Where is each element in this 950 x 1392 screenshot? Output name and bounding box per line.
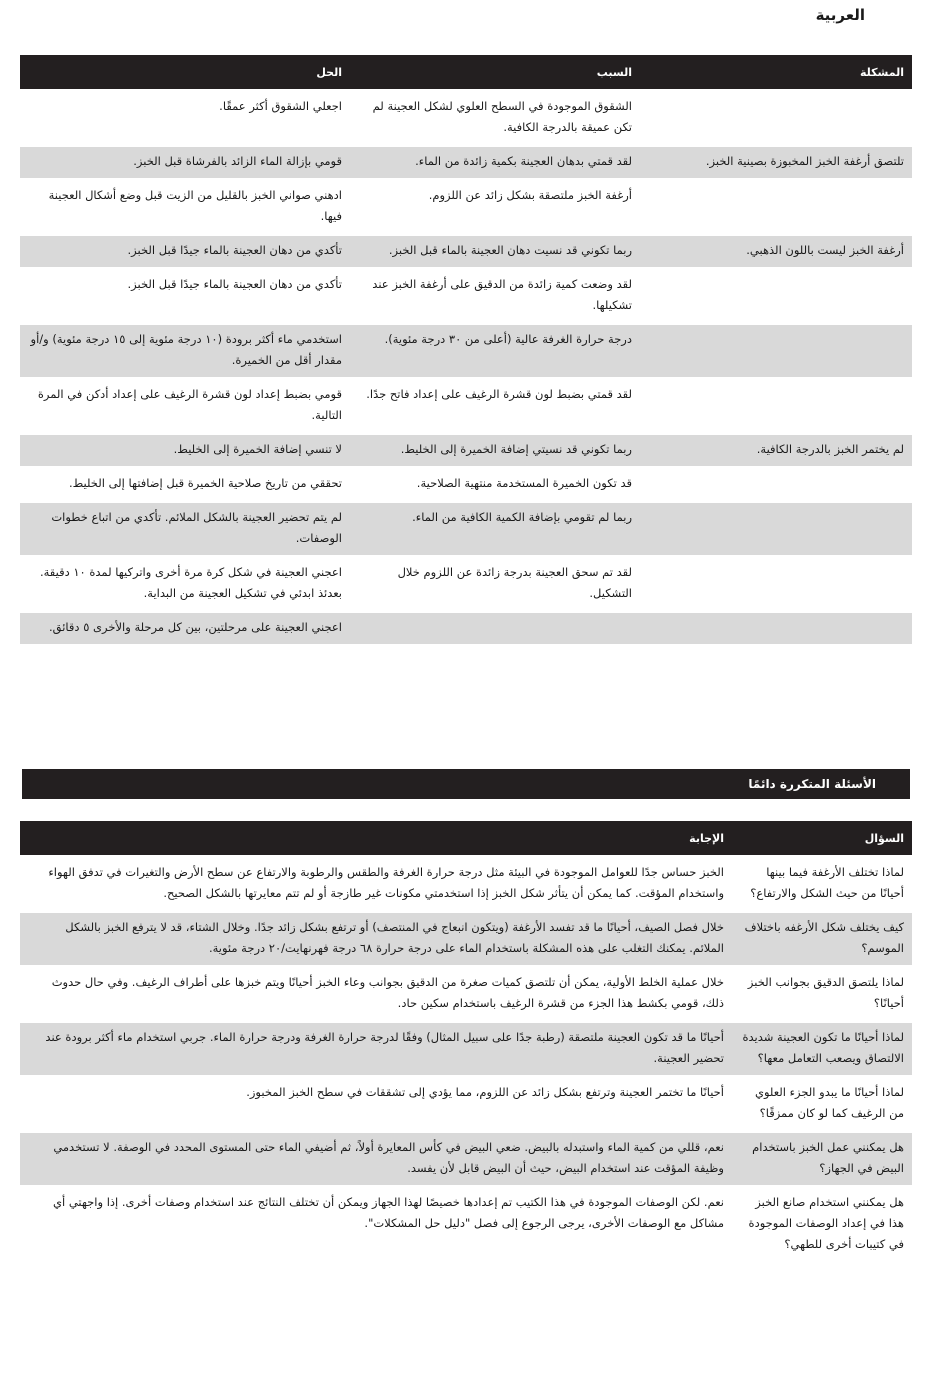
troubleshooting-row <box>20 503 912 555</box>
question-cell: لماذا أحيانًا ما يبدو الجزء العلوي من الرغيف كما لو كان ممزقًا؟ <box>754 1085 904 1120</box>
problem-cell <box>640 558 912 610</box>
faq-row <box>20 858 912 910</box>
troubleshooting-row <box>20 469 912 500</box>
faq-row <box>20 1078 912 1130</box>
problem-cell <box>640 325 912 377</box>
faq-row <box>20 1023 912 1075</box>
question-cell: هل يمكنني استخدام صانع الخبز هذا في إعداد الوصفات الموجودة في كتيبات أخرى للطهي؟ <box>748 1195 904 1251</box>
troubleshooting-table <box>20 55 912 644</box>
cause-cell <box>350 613 640 644</box>
cause-cell: الشقوق الموجودة في السطح العلوي لشكل العجينة لم تكن عميقة بالدرجة الكافية. <box>372 99 632 134</box>
question-cell: لماذا يلتصق الدقيق بجوانب الخبز أحيانًا؟ <box>747 975 904 1010</box>
cause-cell: لقد تم سحق العجينة بدرجة زائدة عن اللزوم خلال التشكيل. <box>397 565 632 600</box>
header-cause: السبب <box>350 55 640 89</box>
question-cell: كيف يختلف شكل الأرغفه باختلاف الموسم؟ <box>732 913 912 965</box>
problem-cell <box>640 270 912 322</box>
cause-cell: لقد وضعت كمية زائدة من الدقيق على أرغفة الخبز عند تشكيلها. <box>372 277 632 312</box>
answer-cell: أحيانًا ما قد تكون العجينة ملتصقة (رطبة جدًا على سبيل المثال) وفقًا لدرجة حرارة الغرفة ودرجة حرارة الماء. جربي استخدام ماء أكثر برودة عند تحضير العجينة. <box>20 1023 732 1075</box>
faq-row <box>20 1188 912 1261</box>
answer-cell: نعم. لكن الوصفات الموجودة في هذا الكتيب تم إعدادها خصيصًا لهذا الجهاز ويمكن أن تختلف النتائج عند استخدام وصفات أخرى. إذا واجهتي أي مشاكل مع الوصفات الأخرى، يرجى الرجوع إلى فصل "دليل حل المشكلات". <box>52 1195 724 1230</box>
solution-cell: اعجني العجينة في شكل كرة مرة أخرى واتركيها لمدة ١٠ دقيقة. بعدئذ ابدئي في تشكيل العجينة من البداية. <box>39 565 342 600</box>
cause-cell: أرغفة الخبز ملتصقة بشكل زائد عن اللزوم. <box>428 188 632 202</box>
question-cell: هل يمكنني عمل الخبز باستخدام البيض في الجهاز؟ <box>732 1133 912 1185</box>
problem-cell <box>640 380 912 432</box>
solution-cell: ادهني صواني الخبز بالقليل من الزيت قبل وضع أشكال العجينة فيها. <box>48 188 342 223</box>
troubleshooting-row <box>20 92 912 144</box>
question-cell: لماذا تختلف الأرغفة فيما بينها أحيانًا من حيث الشكل والارتفاع؟ <box>750 865 904 900</box>
problem-cell <box>640 92 912 144</box>
faq-row <box>20 968 912 1020</box>
troubleshooting-row <box>20 181 912 233</box>
answer-cell: خلال فصل الصيف، أحيانًا ما قد تفسد الأرغفة (ويتكون انبعاج في المنتصف) أو ترتفع بشكل زائد جدًا. وخلال الشتاء، قد لا يترفع الخبز بالشكل الملائم. يمكنك التغلب على هذه المشكلة باستخدام الماء على درجة حرارة ٦٨ درجة فهرنهايت/٢٠ درجة مئوية. <box>20 913 732 965</box>
troubleshooting-header-row <box>20 55 912 89</box>
question-cell: لماذا أحيانًا ما تكون العجينة شديدة الالتصاق ويصعب التعامل معها؟ <box>732 1023 912 1075</box>
troubleshooting-row <box>20 147 912 178</box>
cause-cell: ربما تكوني قد نسيت دهان العجينة بالماء قبل الخبز. <box>350 236 640 267</box>
header-problem: المشكلة <box>640 55 912 89</box>
header-solution: الحل <box>20 55 350 89</box>
solution-cell: تحققي من تاريخ صلاحية الخميرة قبل إضافتها إلى الخليط. <box>68 476 342 490</box>
problem-cell: تلتصق أرغفة الخبز المخبوزة بصينية الخبز. <box>640 147 912 178</box>
faq-row <box>20 1133 912 1185</box>
faq-body <box>20 855 912 1261</box>
troubleshooting-row <box>20 270 912 322</box>
header-question: السؤال <box>732 821 912 855</box>
answer-cell: خلال عملية الخلط الأولية، يمكن أن تلتصق كميات صغرة من الدقيق بجوانب وعاء الخبز أحيانًا ويتم خبزها على أطراف الرغيف. وفي حال حدوث ذلك، قومي بكشط هذا الجزء من قشرة الرغيف باستخدام سكين حاد. <box>51 975 724 1010</box>
problem-cell: لم يختمر الخبز بالدرجة الكافية. <box>640 435 912 466</box>
problem-cell <box>640 503 912 555</box>
troubleshooting-row <box>20 558 912 610</box>
solution-cell: اجعلي الشقوق أكثر عمقًا. <box>219 99 342 113</box>
solution-cell: لا تنسي إضافة الخميرة إلى الخليط. <box>20 435 350 466</box>
answer-cell: نعم، قللي من كمية الماء واستبدله بالبيض. ضعي البيض في كأس المعايرة أولاً، ثم أضيفي الماء حتى المستوى المحدد في الوصفة. لا تستخدمي وظيفة المؤقت عند استخدام البيض، حيث أن البيض قابل لأن يفسد. <box>20 1133 732 1185</box>
solution-cell: لم يتم تحضير العجينة بالشكل الملائم. تأكدي من اتباع خطوات الوصفات. <box>20 503 350 555</box>
faq-section-title: الأسئلة المتكررة دائمًا <box>22 769 910 799</box>
cause-cell: قد تكون الخميرة المستخدمة منتهية الصلاحية. <box>416 476 632 490</box>
solution-cell: اعجني العجينة على مرحلتين، بين كل مرحلة والأخرى ٥ دقائق. <box>20 613 350 644</box>
header-answer: الإجابة <box>20 821 732 855</box>
cause-cell: ربما تكوني قد نسيتي إضافة الخميرة إلى الخليط. <box>350 435 640 466</box>
solution-cell: تأكدي من دهان العجينة بالماء جيدًا قبل الخبز. <box>20 236 350 267</box>
troubleshooting-row <box>20 236 912 267</box>
faq-table <box>20 821 912 1261</box>
solution-cell: قومي بإزالة الماء الزائد بالفرشاة قبل الخبز. <box>20 147 350 178</box>
troubleshooting-row <box>20 380 912 432</box>
solution-cell: استخدمي ماء أكثر برودة (١٠ درجة مئوية إلى ١٥ درجة مئوية) و/أو مقدار أقل من الخميرة. <box>20 325 350 377</box>
answer-cell: أحيانًا ما تختمر العجينة وترتفع بشكل زائد عن اللزوم، مما يؤدي إلى تشققات في سطح الخبز المخبوز. <box>246 1085 724 1099</box>
troubleshooting-row <box>20 325 912 377</box>
cause-cell: ربما لم تقومي بإضافة الكمية الكافية من الماء. <box>350 503 640 555</box>
cause-cell: لقد قمتي بدهان العجينة بكمية زائدة من الماء. <box>350 147 640 178</box>
problem-cell <box>640 181 912 233</box>
problem-cell <box>640 613 912 644</box>
troubleshooting-body <box>20 89 912 644</box>
answer-cell: الخبز حساس جدًا للعوامل الموجودة في البيئة مثل درجة حرارة الغرفة والطقس والرطوبة والارتفاع عن سطح الأرض والتغيرات في تدفق الهواء واستخدام المؤقت. كما يمكن أن يتأثر شكل الخبز إذا استخدمتي مكونات غير طازجة أو لم تتم معايرتها بالشكل الصحيح. <box>48 865 724 900</box>
problem-cell <box>640 469 912 500</box>
solution-cell: تأكدي من دهان العجينة بالماء جيدًا قبل الخبز. <box>127 277 342 291</box>
cause-cell: لقد قمتي بضبط لون قشرة الرغيف على إعداد فاتح جدًا. <box>366 387 632 401</box>
solution-cell: قومي بضبط إعداد لون قشرة الرغيف على إعداد أدكن في المرة التالية. <box>37 387 342 422</box>
problem-cell: أرغفة الخبز ليست باللون الذهبي. <box>640 236 912 267</box>
troubleshooting-row <box>20 435 912 466</box>
language-heading: العربية <box>815 6 865 24</box>
faq-header-row <box>20 821 912 855</box>
cause-cell: درجة حرارة الغرفة عالية (أعلى من ٣٠ درجة مئوية). <box>350 325 640 377</box>
troubleshooting-row <box>20 613 912 644</box>
faq-row <box>20 913 912 965</box>
